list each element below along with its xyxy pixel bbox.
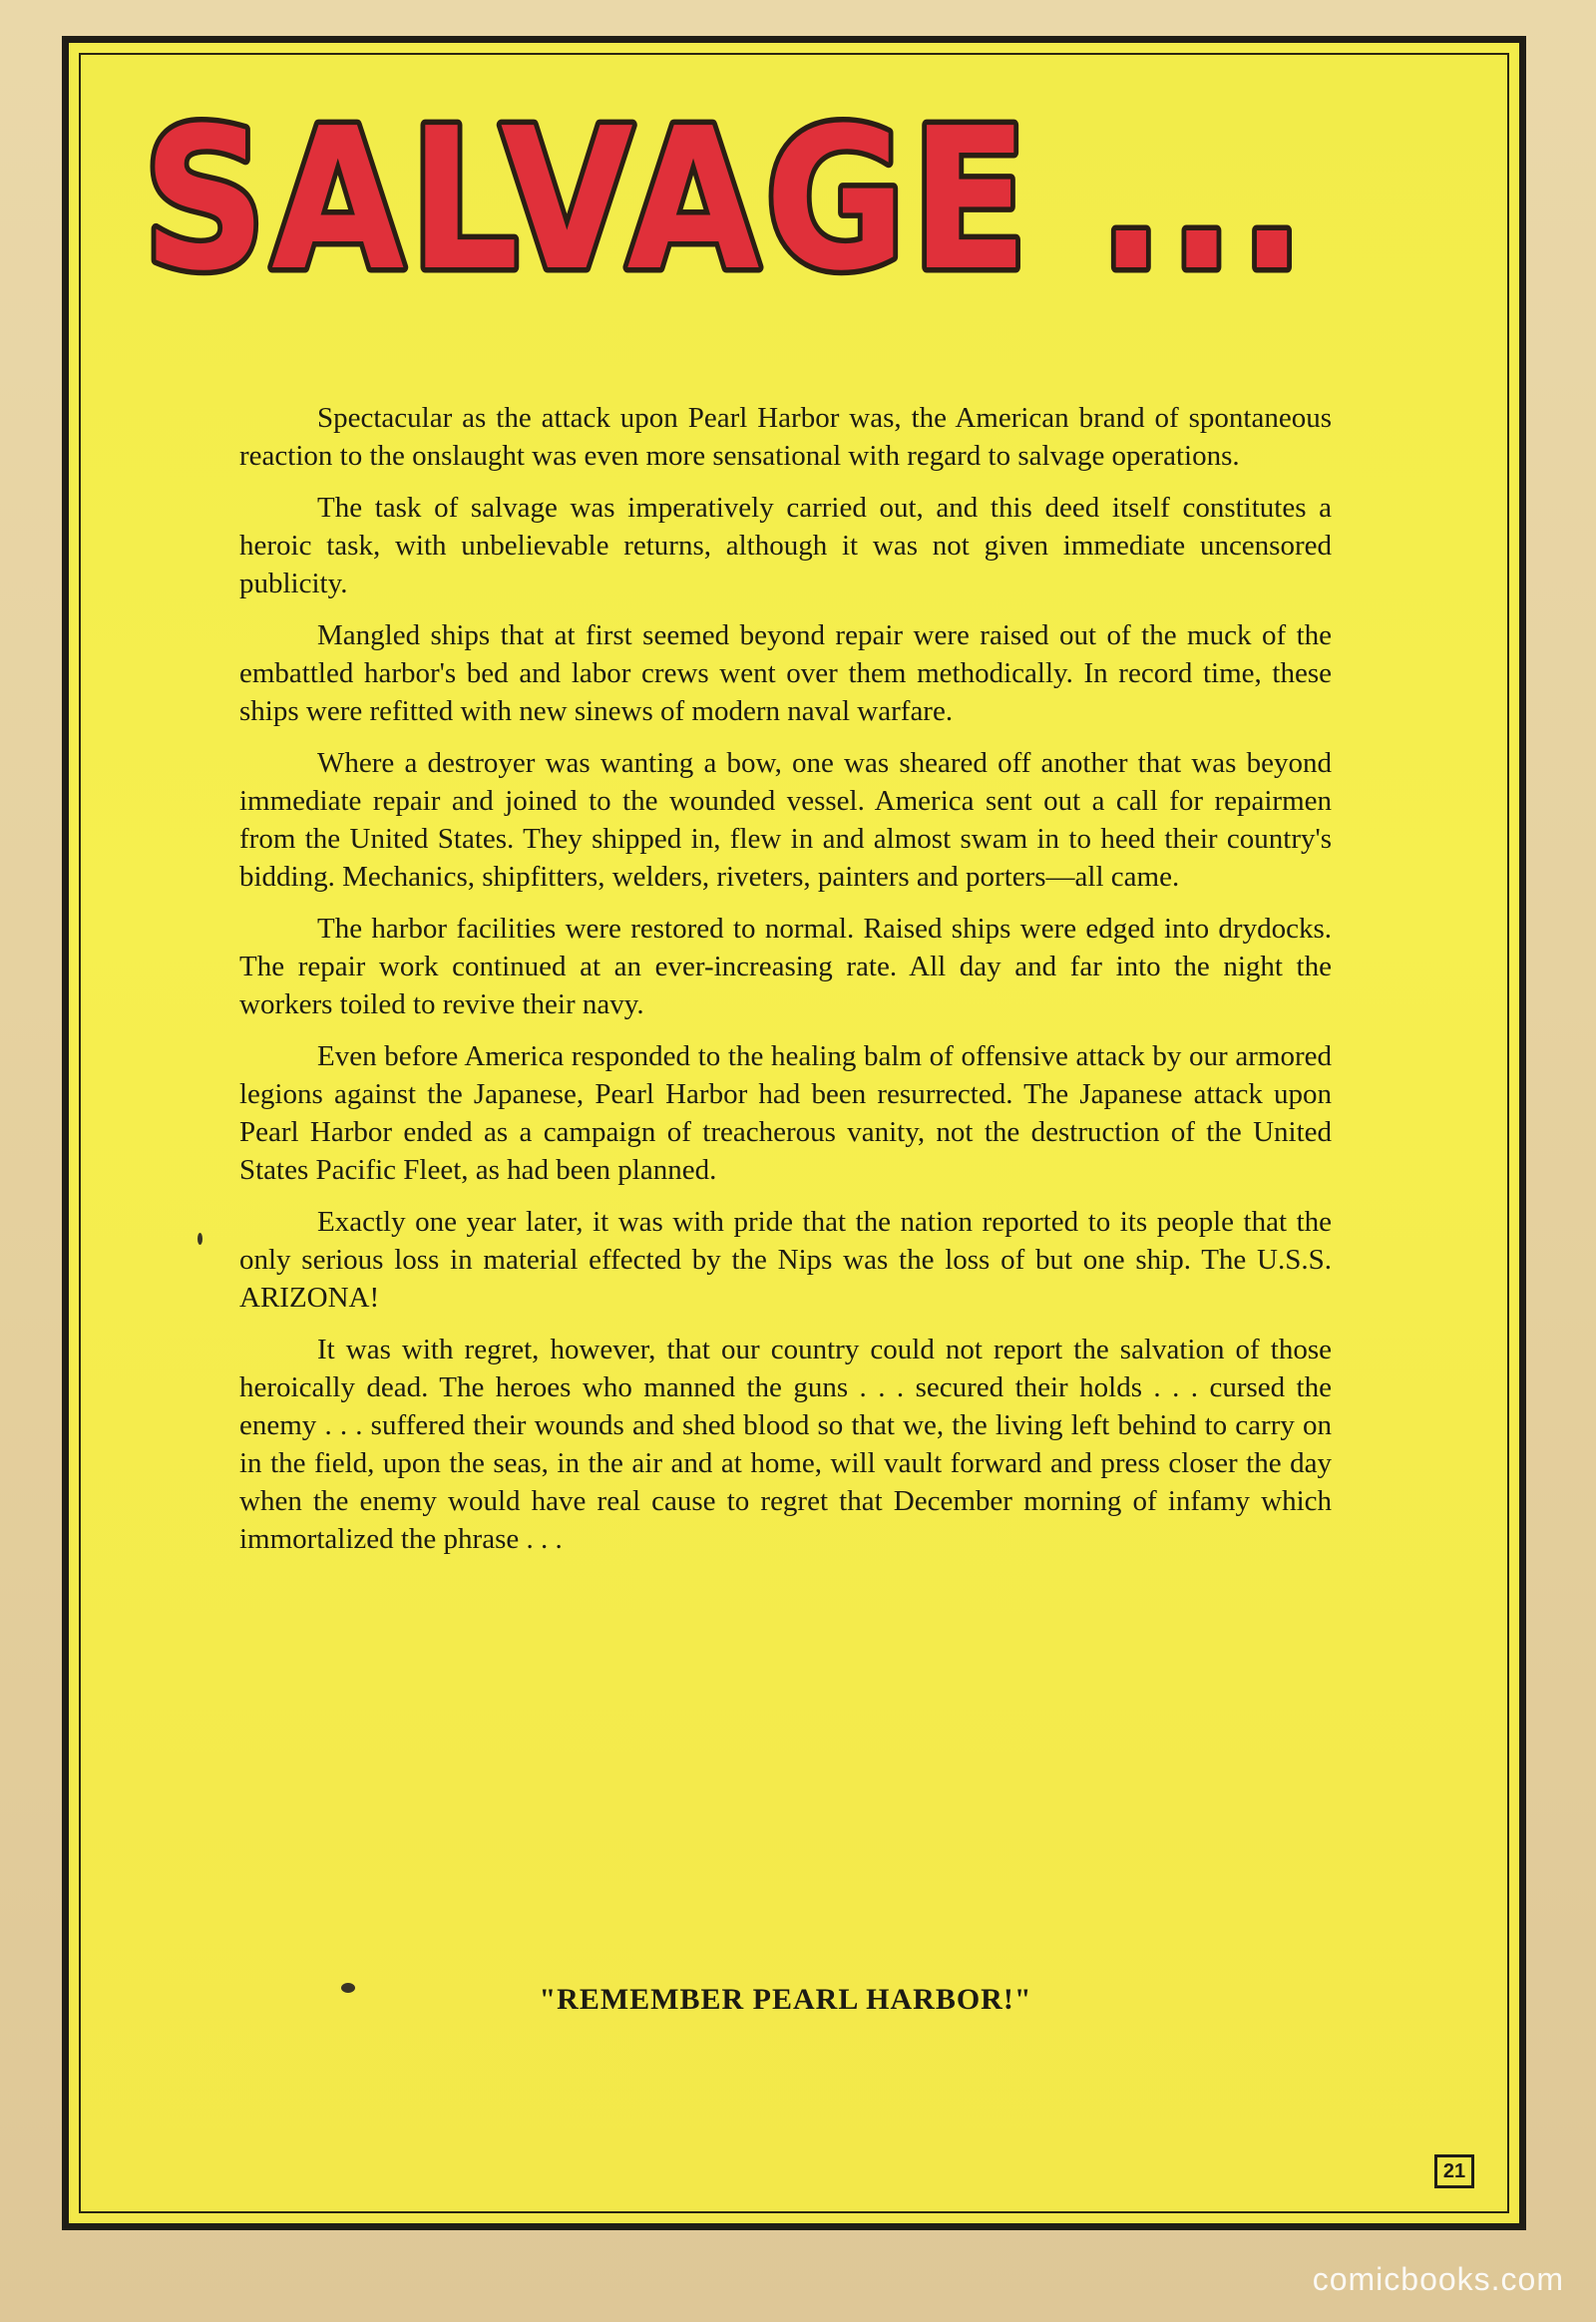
ink-speck — [341, 1983, 355, 1993]
ink-speck — [198, 1233, 202, 1245]
paragraph: Exactly one year later, it was with pride that the nation reported to its people that the only serious loss in material effected by the Nips was the loss of but one ship. The U.S.S. ARIZONA! — [239, 1206, 1332, 1314]
paragraph: Spectacular as the attack upon Pearl Harbor was, the American brand of spontaneous reaction to the onslaught was even more sensational with regard to salvage operations. — [239, 402, 1332, 472]
article-body — [239, 399, 1332, 1572]
closing-slogan: "REMEMBER PEARL HARBOR!" — [539, 1983, 1032, 2016]
page-title — [135, 58, 1332, 317]
paragraph: Even before America responded to the healing balm of offensive attack by our armored legions against the Japanese, Pearl Harbor had been resurrected. The Japanese attack upon Pearl Harbor ended as a campaign of treacherous vanity, not the destruction of the United States Pacific Fleet, as had been planned. — [239, 1040, 1332, 1186]
paragraph: Mangled ships that at first seemed beyond repair were raised out of the muck of the embattled harbor's bed and labor crews went over them methodically. In record time, these ships were refitted with new sinews of modern naval warfare. — [239, 619, 1332, 727]
title-text: SALVAGE ... — [143, 87, 1310, 314]
paragraph: The harbor facilities were restored to normal. Raised ships were edged into drydocks. The repair work continued at an ever-increasing rate. All day and far into the night the workers toiled to revive their navy. — [239, 913, 1332, 1020]
paragraph: It was with regret, however, that our country could not report the salvation of those heroically dead. The heroes who manned the guns . . . secured their holds . . . cursed the enemy . . . suffered their wounds and shed blood so that we, the living left behind to carry on in the field, upon the seas, in the air and at home, will vault forward and press closer the day when the enemy would have real cause to regret that December morning of infamy which immortalized the phrase . . . — [239, 1334, 1332, 1555]
watermark: comicbooks.com — [1312, 2261, 1564, 2297]
paragraph: Where a destroyer was wanting a bow, one was sheared off another that was beyond immediate repair and joined to the wounded vessel. America sent out a call for repairmen from the United States. They shipped in, flew in and almost swam in to heed their country's bidding. Mechanics, shipfitters, welders, riveters, painters and porters—all came. — [239, 747, 1332, 893]
title-lettering — [135, 58, 1332, 317]
page-number: 21 — [1434, 2154, 1474, 2188]
paragraph: The task of salvage was imperatively carried out, and this deed itself constitutes a heroic task, with unbelievable returns, although it was not given immediate uncensored publicity. — [239, 492, 1332, 599]
